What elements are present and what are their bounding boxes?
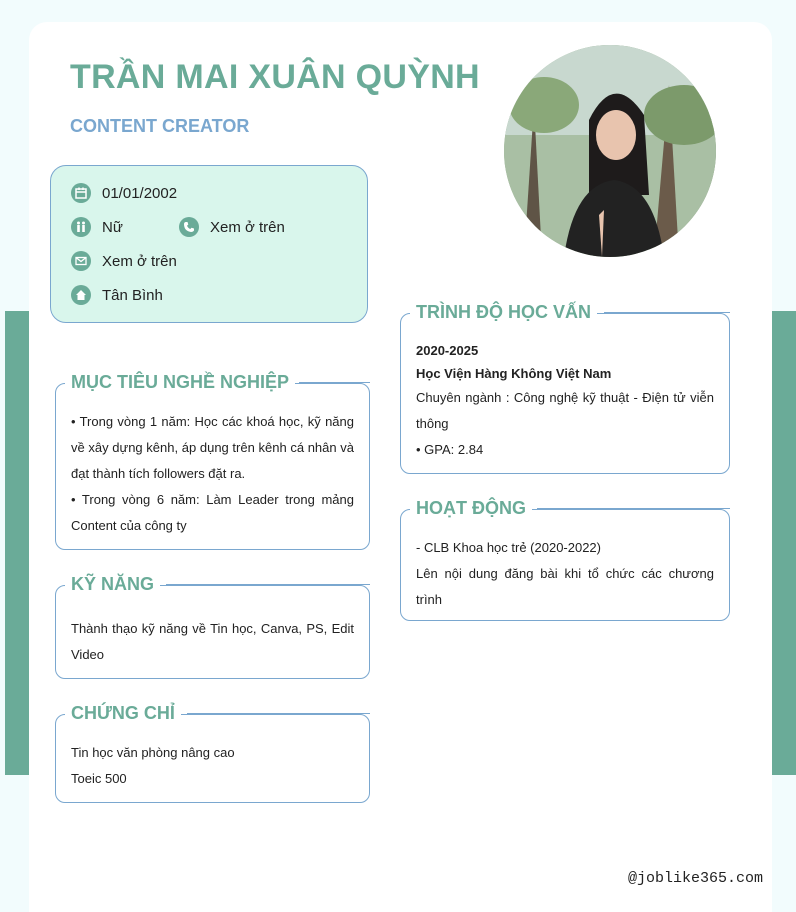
candidate-name: TRẦN MAI XUÂN QUỲNH [70, 58, 480, 96]
email-row [71, 251, 177, 271]
skills-title: KỸ NĂNG [65, 572, 160, 596]
address-text: Tân Bình [102, 286, 163, 304]
objective-line: • Trong vòng 6 năm: Làm Leader trong mảng Content của công ty [71, 492, 354, 533]
education-years: 2020-2025 [416, 343, 479, 358]
objective-line: • Trong vòng 1 năm: Học các khoá học, kỹ năng về xây dựng kênh, áp dụng trên kênh cá nhân và đạt thành tích followers đặt ra. [71, 414, 354, 481]
skills-section [55, 574, 370, 679]
certificate-item: Tin học văn phòng nâng cao [71, 745, 235, 760]
phone-text: Xem ở trên [210, 218, 285, 236]
skills-title-line [166, 584, 370, 585]
objective-title-line [299, 382, 370, 383]
certificates-title-line [187, 713, 370, 714]
education-title-line [604, 312, 730, 313]
gender-text: Nữ [102, 218, 123, 236]
birthday-row [71, 183, 177, 203]
activities-title-line [537, 508, 730, 509]
right-side-band [772, 311, 796, 775]
gender-row [71, 217, 123, 237]
address-row [71, 285, 163, 305]
certificates-section [55, 703, 370, 803]
activities-title: HOẠT ĐỘNG [410, 496, 532, 520]
contact-info-box [50, 165, 368, 323]
certificate-item: Toeic 500 [71, 771, 127, 786]
phone-row [179, 217, 285, 237]
activities-desc: Lên nội dung đăng bài khi tổ chức các chương trình [416, 566, 714, 607]
skills-text: Thành thạo kỹ năng về Tin học, Canva, PS, Edit Video [71, 621, 354, 662]
phone-icon [179, 217, 199, 237]
certificates-title: CHỨNG CHỈ [65, 701, 181, 725]
education-gpa: • GPA: 2.84 [416, 442, 484, 457]
job-title: CONTENT CREATOR [70, 116, 250, 136]
watermark-text: @joblike365.com [628, 870, 764, 887]
education-section [400, 302, 730, 474]
objective-title: MỤC TIÊU NGHỀ NGHIỆP [65, 370, 295, 394]
gender-icon [71, 217, 91, 237]
calendar-icon [71, 183, 91, 203]
birthday-text: 01/01/2002 [102, 184, 178, 202]
email-text: Xem ở trên [102, 252, 177, 270]
education-school: Học Viện Hàng Không Việt Nam [416, 366, 612, 381]
activities-section [400, 498, 730, 621]
objective-section [55, 372, 370, 550]
activities-org: - CLB Khoa học trẻ (2020-2022) [416, 540, 601, 555]
email-icon [71, 251, 91, 271]
profile-photo [504, 45, 716, 257]
left-side-band [5, 311, 29, 775]
home-icon [71, 285, 91, 305]
education-major: Chuyên ngành : Công nghệ kỹ thuật - Điện tử viễn thông [416, 390, 714, 431]
education-title: TRÌNH ĐỘ HỌC VẤN [410, 300, 597, 324]
